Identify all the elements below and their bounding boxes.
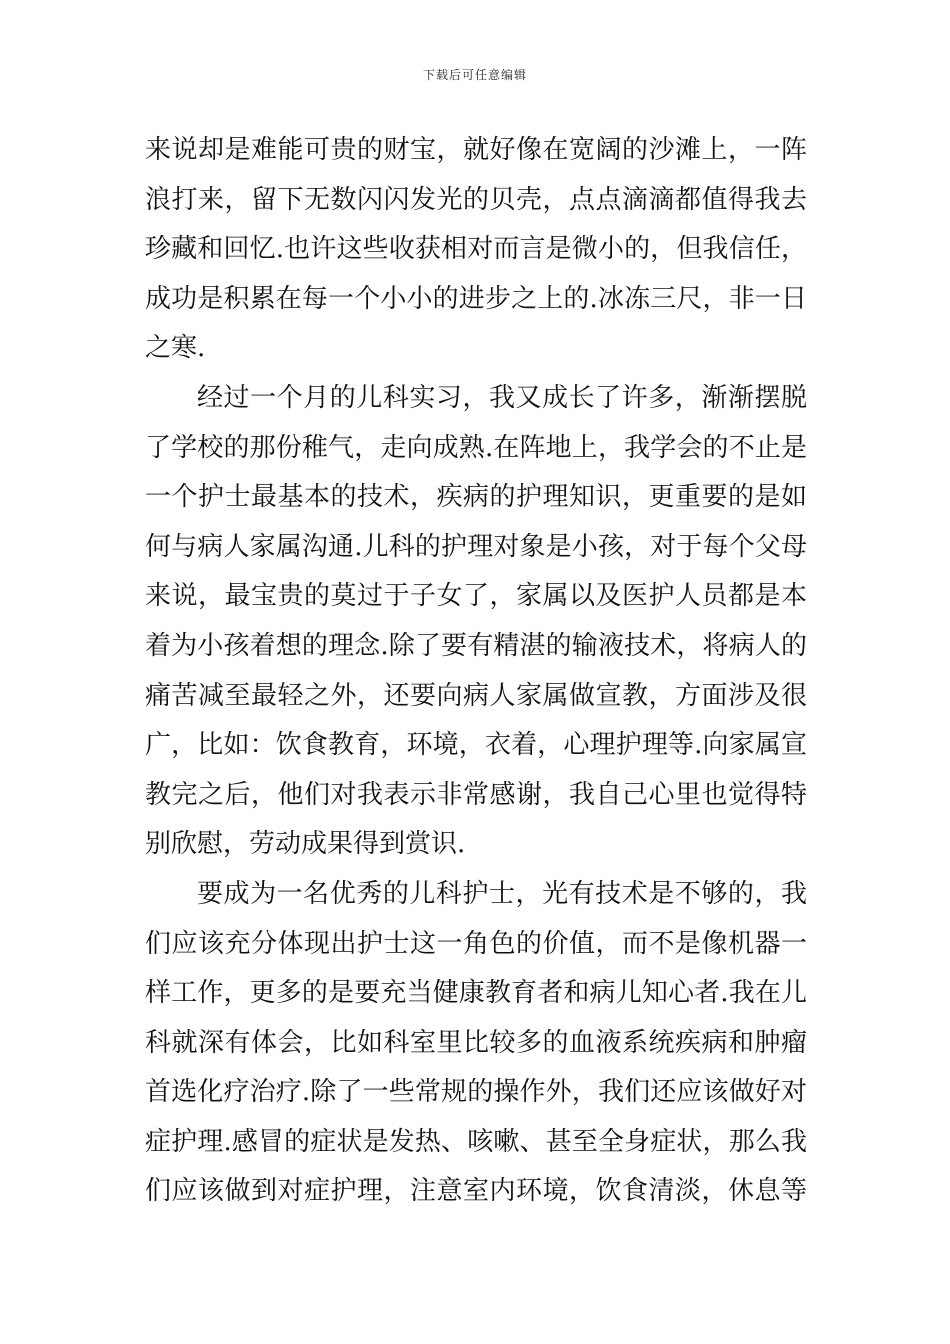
text-line: 一个护士最基本的技术，疾病的护理知识，更重要的是如 — [145, 482, 807, 513]
text-line: 样工作，更多的是要充当健康教育者和病儿知心者.我在儿 — [145, 978, 807, 1009]
text-line: 们应该充分体现出护士这一角色的价值，而不是像机器一 — [145, 928, 807, 959]
body-text — [145, 126, 807, 1217]
page-header: 下载后可任意编辑 — [422, 68, 527, 82]
text-line: 珍藏和回忆.也许这些收获相对而言是微小的，但我信任， — [145, 234, 807, 265]
text-line: 来说却是难能可贵的财宝，就好像在宽阔的沙滩上，一阵 — [145, 135, 807, 165]
text-line: 别欣慰，劳动成果得到赏识. — [145, 829, 466, 860]
text-line: 们应该做到对症护理，注意室内环境，饮食清淡，休息等 — [145, 1176, 807, 1207]
text-line: 首选化疗治疗.除了一些常规的操作外，我们还应该做好对 — [145, 1077, 807, 1108]
text-line: 广，比如：饮食教育，环境，衣着，心理护理等.向家属宣 — [145, 730, 807, 761]
text-line: 来说，最宝贵的莫过于子女了，家属以及医护人员都是本 — [145, 581, 807, 612]
text-line: 症护理.感冒的症状是发热、咳嗽、甚至全身症状，那么我 — [145, 1126, 807, 1157]
text-line: 何与病人家属沟通.儿科的护理对象是小孩，对于每个父母 — [145, 531, 807, 562]
text-line: 成功是积累在每一个小小的进步之上的.冰冻三尺，非一日 — [145, 283, 807, 314]
text-line: 教完之后，他们对我表示非常感谢，我自己心里也觉得特 — [145, 779, 807, 810]
text-line: 着为小孩着想的理念.除了要有精湛的输液技术，将病人的 — [145, 630, 807, 661]
text-line: 要成为一名优秀的儿科护士，光有技术是不够的，我 — [197, 878, 807, 909]
text-line: 之寒. — [145, 333, 206, 364]
text-line: 了学校的那份稚气，走向成熟.在阵地上，我学会的不止是 — [145, 432, 807, 463]
text-line: 经过一个月的儿科实习，我又成长了许多，渐渐摆脱 — [197, 382, 807, 413]
text-line: 痛苦减至最轻之外，还要向病人家属做宣教，方面涉及很 — [145, 680, 807, 711]
text-line: 科就深有体会，比如科室里比较多的血液系统疾病和肿瘤 — [145, 1027, 807, 1058]
text-line: 浪打来，留下无数闪闪发光的贝壳，点点滴滴都值得我去 — [145, 184, 807, 215]
